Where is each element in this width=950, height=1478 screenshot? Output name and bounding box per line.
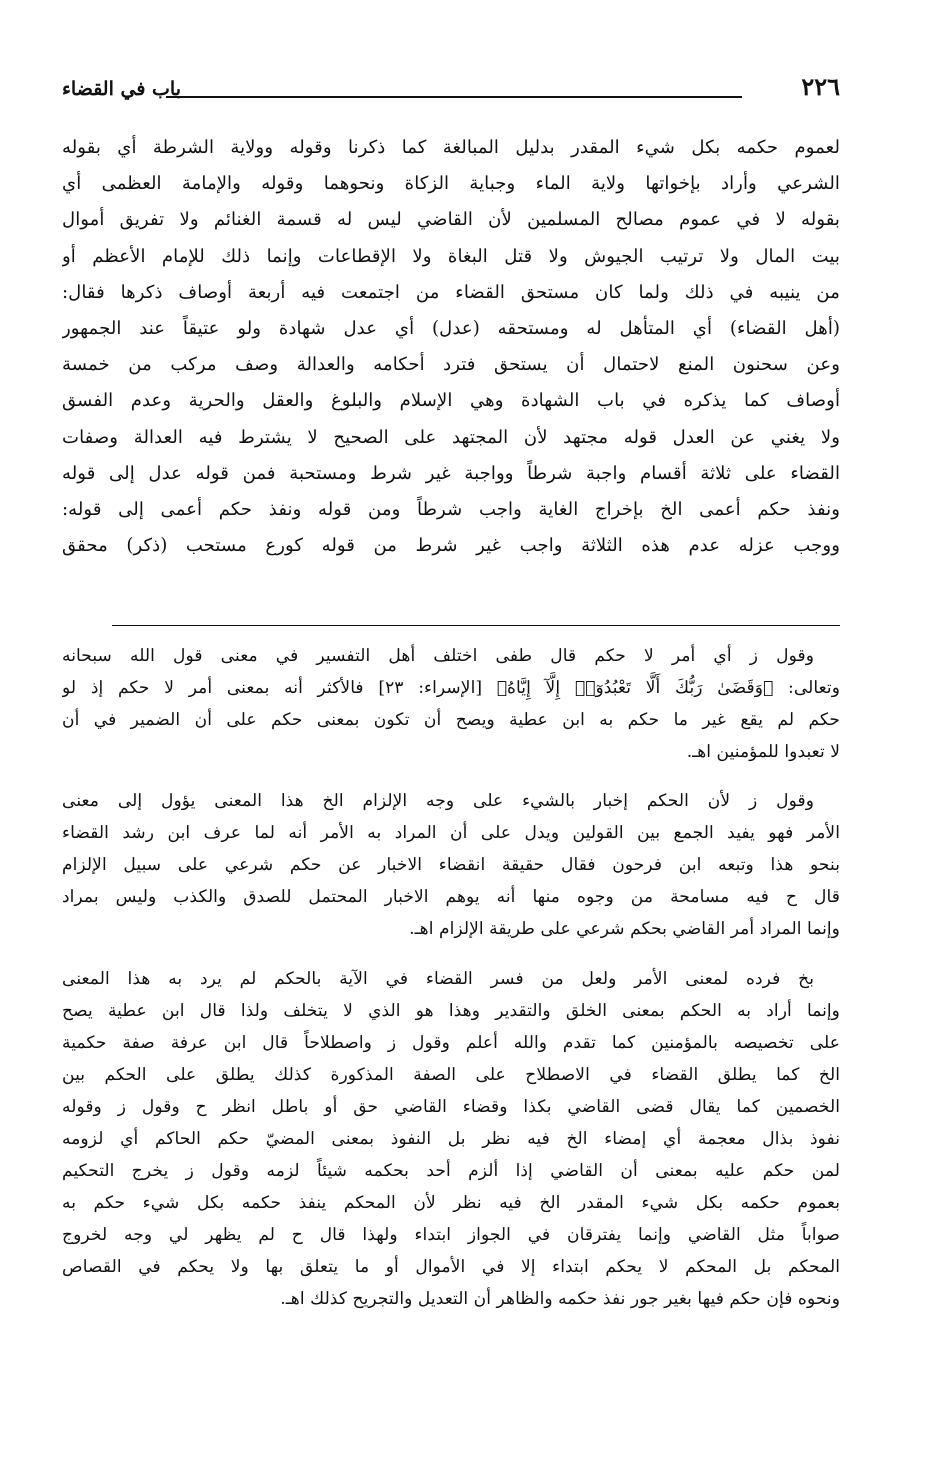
footnote-line: وقول ز لأن الحكم إخبار بالشيء على وجه الإلزام الخ هذا المعنى يؤول إلى معنى [62, 791, 814, 811]
page-number: ٢٢٦ [801, 72, 840, 101]
main-line: وعن سحنون المنع لاحتمال أن يستحق فترد أحكامه والعدالة وصف مركب من خمسة [62, 354, 840, 376]
main-line: لعموم حكمه بكل شيء المقدر بدليل المبالغة كما ذكرنا وقوله وولاية الشرطة أي بقوله [62, 137, 840, 158]
footnote-line: حكم لم يقع غير ما حكم به ابن عطية ويصح أن تكون بمعنى حكم على أن الضمير في أن [62, 710, 840, 730]
main-line: بيت المال ولا ترتيب الجيوش ولا قتل البغاة ولا الإقطاعات وإنما ذلك للإمام الأعظم أو [62, 245, 840, 267]
main-line: من ينيبه في ذلك ولما كان مستحق القضاء من اجتمعت فيه أربعة أوصاف ذكرها فقال: [62, 281, 840, 303]
main-line: بقوله لا في عموم مصالح المسلمين لأن القاضي ليس له قسمة الغنائم ولا تفريق أموال [62, 209, 840, 231]
footnote-line: لمن حكم عليه بمعنى أن القاضي إذا ألزم أحد بحكمه شيئاً لزمه وقول ز يخرج التحكيم [62, 1161, 840, 1181]
main-line: ونفذ حكم أعمى الخ بإخراج الغاية واجب شرطاً ومن قوله ونفذ حكم أعمى إلى قوله: [62, 499, 840, 521]
footnote-line: لا تعبدوا للمؤمنين اهـ. [686, 742, 840, 762]
footnote-line: وتعالى: ﴿وَقَضَىٰ رَبُّكَ أَلَّا تَعْبُدُوٓا۟ إِلَّآ إِيَّاهُ﴾ [الإسراء: ٢٣] فالأكثر أنه بمعنى أمر لا حكم إذ لو [62, 678, 840, 698]
footnote-line: الأمر فهو يفيد الجمع بين القولين ويدل على أن المراد به الأمر أنه لما عرف ابن رشد القضاء [62, 823, 840, 843]
footnote-2 [62, 785, 840, 945]
main-line: ووجب عزله عدم هذه الثلاثة واجب غير شرط من قوله كورع مستحب (ذكر) محقق [62, 535, 840, 557]
footnote-line: وإنما أراد به الحكم بمعنى الخلق والتقدير وهذا هو الذي لا يتخلف ولذا قال ابن عطية يصح [62, 1001, 840, 1021]
page-header [62, 70, 840, 110]
running-title: باب في القضاء [62, 78, 181, 100]
main-line: ولا يغني عن العدل قوله مجتهد لأن المجتهد على الصحيح لا يشترط فيه العدالة وصفات [62, 426, 840, 448]
footnote-line: نفوذ بذال معجمة أي إمضاء الخ فيه نظر بل النفوذ بمعنى المضيّ حكم الحاكم أي لزومه [62, 1129, 840, 1149]
footnote-line: على تخصيصه بالمؤمنين كما تقدم والله أعلم وقول ز واصطلاحاً قال ابن عرفة صفة حكمية [62, 1033, 840, 1053]
footnote-line: المحكم بل المحكم لا يحكم ابتداء إلا في الأموال أو ما يتعلق بها ولا يحكم في القصاص [62, 1257, 840, 1277]
footnote-line: وقول ز أي أمر لا حكم قال طفى اختلف أهل التفسير في معنى قول الله سبحانه [62, 646, 814, 666]
footnote-1 [62, 640, 840, 768]
footnote-line: صواباً مثل القاضي وإنما يفترقان في الجواز ابتداء ولهذا قال ح لم يظهر لي وجه لخروج [62, 1225, 840, 1245]
footnote-line: ونحوه فإن حكم فيها بغير جور نفذ حكمه والظاهر أن التعديل والتجريح كذلك اهـ. [280, 1289, 840, 1309]
header-rule [166, 96, 742, 98]
footnote-line: الخ كما يطلق القضاء في الاصطلاح على الصفة المذكورة كذلك يطلق على الحكم بين [62, 1065, 840, 1085]
main-line: الشرعي وأراد بإخواتها ولاية الماء وجباية الزكاة ونحوهما وقوله والإمامة العظمى أي [62, 173, 840, 195]
main-text [62, 130, 840, 564]
main-line: (أهل القضاء) أي المتأهل له ومستحقه (عدل) أي عدل شهادة ولو عتيقاً عند الجمهور [62, 318, 840, 340]
footnote-divider [112, 625, 840, 626]
footnote-line: بنحو هذا وتبعه ابن فرحون فقال حقيقة انقضاء الاخبار عن حكم شرعي على سبيل الإلزام [62, 855, 840, 875]
footnote-line: بخ فرده لمعنى الأمر ولعل من فسر القضاء في الآية بالحكم لم يرد به هذا المعنى [62, 969, 814, 989]
footnote-line: الخصمين كما يقال قضى القاضي بكذا وقضاء القاضي حق أو باطل انظر ح وقول ز وقوله [62, 1097, 840, 1117]
main-line: أوصاف كما يذكره في باب الشهادة وهي الإسلام والبلوغ والعقل والحرية وعدم الفسق [62, 390, 840, 412]
footnote-line: بعموم حكمه بكل شيء المقدر الخ فيه نظر لأن المحكم ينفذ حكمه بكل شيء حكم به [62, 1193, 840, 1213]
footnote-3 [62, 963, 840, 1315]
main-line: القضاء على ثلاثة أقسام واجبة شرطاً وواجبة غير شرط ومستحبة فمن قوله عدل إلى قوله [62, 462, 840, 484]
footnote-line: قال ح فيه مسامحة من وجوه منها أنه يوهم الاخبار المحتمل للصدق والكذب وليس بمراد [62, 887, 840, 907]
footnote-line: وإنما المراد أمر القاضي بحكم شرعي على طريقة الإلزام اهـ. [409, 919, 840, 939]
